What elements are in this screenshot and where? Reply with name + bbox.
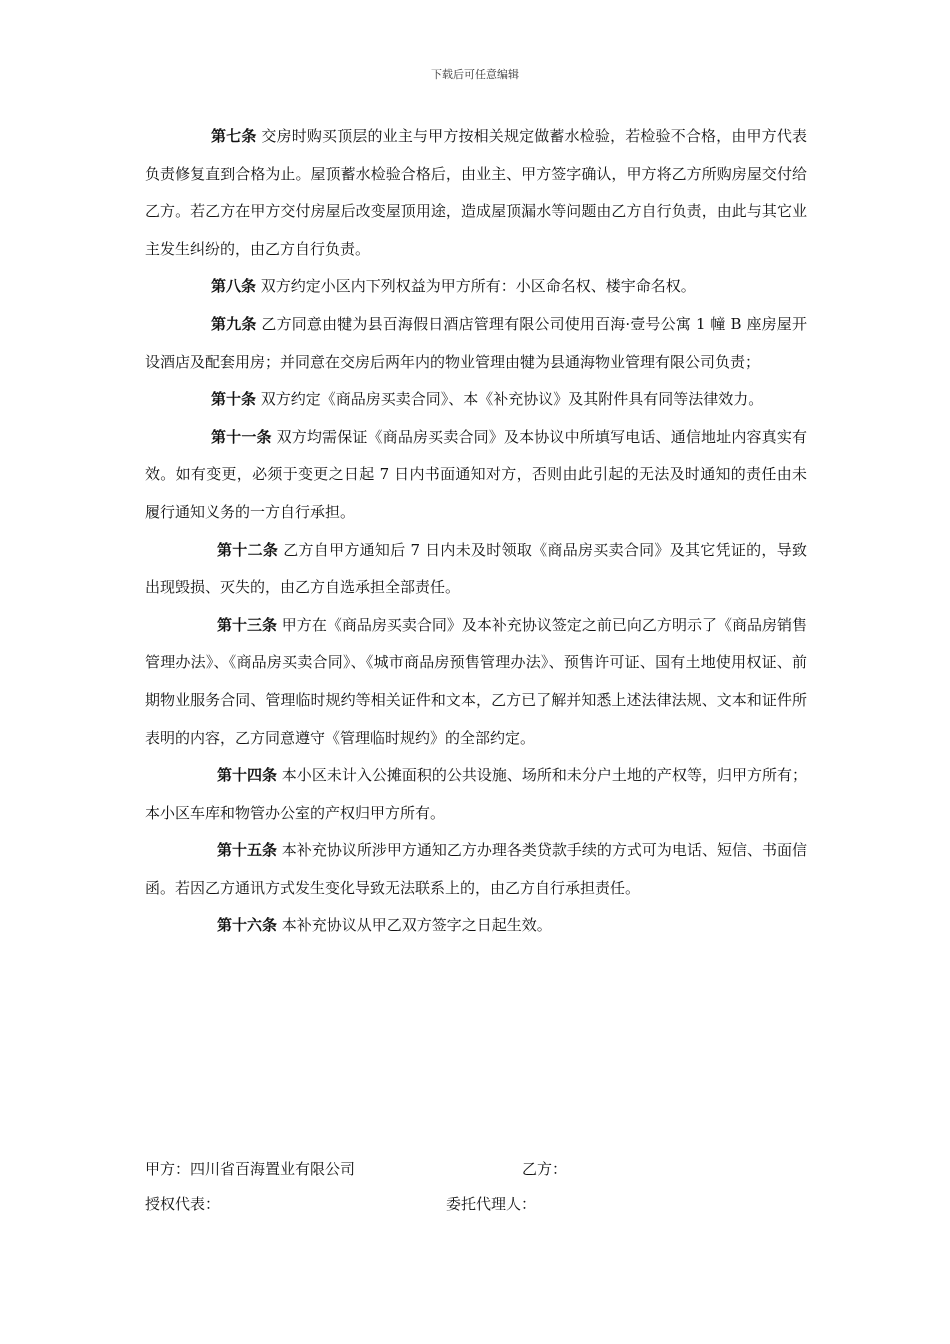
clause-text: 本补充协议从甲乙双方签字之日起生效。: [277, 916, 552, 935]
clause-number: 第十条: [211, 390, 257, 409]
clause-text: 双方约定小区内下列权益为甲方所有：小区命名权、楼宇命名权。: [256, 277, 696, 296]
clause-text: 乙方自甲方通知后 7 日内未及时领取《商品房买卖合同》及其它凭证的，导致出现毁损、灭失的，由乙方自选承担全部责任。: [145, 540, 807, 597]
clause-text: 双方约定《商品房买卖合同》、本《补充协议》及其附件具有同等法律效力。: [256, 390, 764, 409]
clause-number: 第七条: [211, 127, 257, 145]
clause-number: 第十三条: [217, 615, 278, 634]
clause-text: 本补充协议所涉甲方通知乙方办理各类贷款手续的方式可为电话、短信、书面信函。若因乙方通讯方式发生变化导致无法联系上的，由乙方自行承担责任。: [145, 841, 807, 897]
clause-text: 交房时购买顶层的业主与甲方按相关规定做蓄水检验，若检验不合格，由甲方代表负责修复直到合格为止。屋顶蓄水检验合格后，由业主、甲方签字确认，甲方将乙方所购房屋交付给乙方。若乙方在甲方交付房屋后改变屋顶用途，造成屋顶漏水等问题由乙方自行负责，由此与其它业主发生纠纷的，由乙方自行负责。: [145, 127, 807, 258]
clause-number: 第十六条: [217, 916, 278, 935]
party-a-label: 甲方：四川省百海置业有限公司: [145, 1160, 356, 1178]
clause-number: 第十二条: [217, 540, 279, 559]
clause-text: 乙方同意由犍为县百海假日酒店管理有限公司使用百海·壹号公寓 1 幢 B 座房屋开设酒店及配套用房；并同意在交房后两年内的物业管理由犍为县通海物业管理有限公司负责；: [145, 314, 807, 371]
contract-body: [145, 118, 807, 945]
clause-number: 第十四条: [217, 766, 278, 785]
party-b-label: 乙方：: [522, 1160, 568, 1178]
clause-12: [145, 532, 807, 607]
clause-7: [145, 118, 807, 268]
clause-text: 本小区未计入公摊面积的公共设施、场所和未分户土地的产权等，归甲方所有；本小区车库和物管办公室的产权归甲方所有。: [145, 766, 807, 822]
clause-16: [145, 907, 807, 945]
clause-number: 第十五条: [217, 841, 278, 860]
clause-13: [145, 607, 807, 757]
authorized-representative-label: 授权代表：: [145, 1195, 221, 1213]
clause-9: [145, 306, 807, 381]
agent-label: 委托代理人：: [446, 1195, 537, 1213]
page-header: 下载后可任意编辑: [431, 68, 519, 81]
clause-10: [145, 381, 807, 419]
clause-14: [145, 757, 807, 832]
clause-number: 第九条: [211, 314, 257, 333]
clause-number: 第八条: [211, 277, 257, 296]
clause-text: 双方均需保证《商品房买卖合同》及本协议中所填写电话、通信地址内容真实有效。如有变更，必须于变更之日起 7 日内书面通知对方，否则由此引起的无法及时通知的责任由未履行通知义务的一方自行承担。: [145, 427, 807, 521]
clause-8: [145, 268, 807, 306]
clause-15: [145, 832, 807, 907]
clause-11: [145, 419, 807, 532]
clause-number: 第十一条: [211, 427, 272, 446]
clause-text: 甲方在《商品房买卖合同》及本补充协议签定之前已向乙方明示了《商品房销售管理办法》、《商品房买卖合同》、《城市商品房预售管理办法》、预售许可证、国有土地使用权证、前期物业服务合同、管理临时规约等相关证件和文本，乙方已了解并知悉上述法律法规、文本和证件所表明的内容，乙方同意遵守《管理临时规约》的全部约定。: [145, 615, 807, 747]
